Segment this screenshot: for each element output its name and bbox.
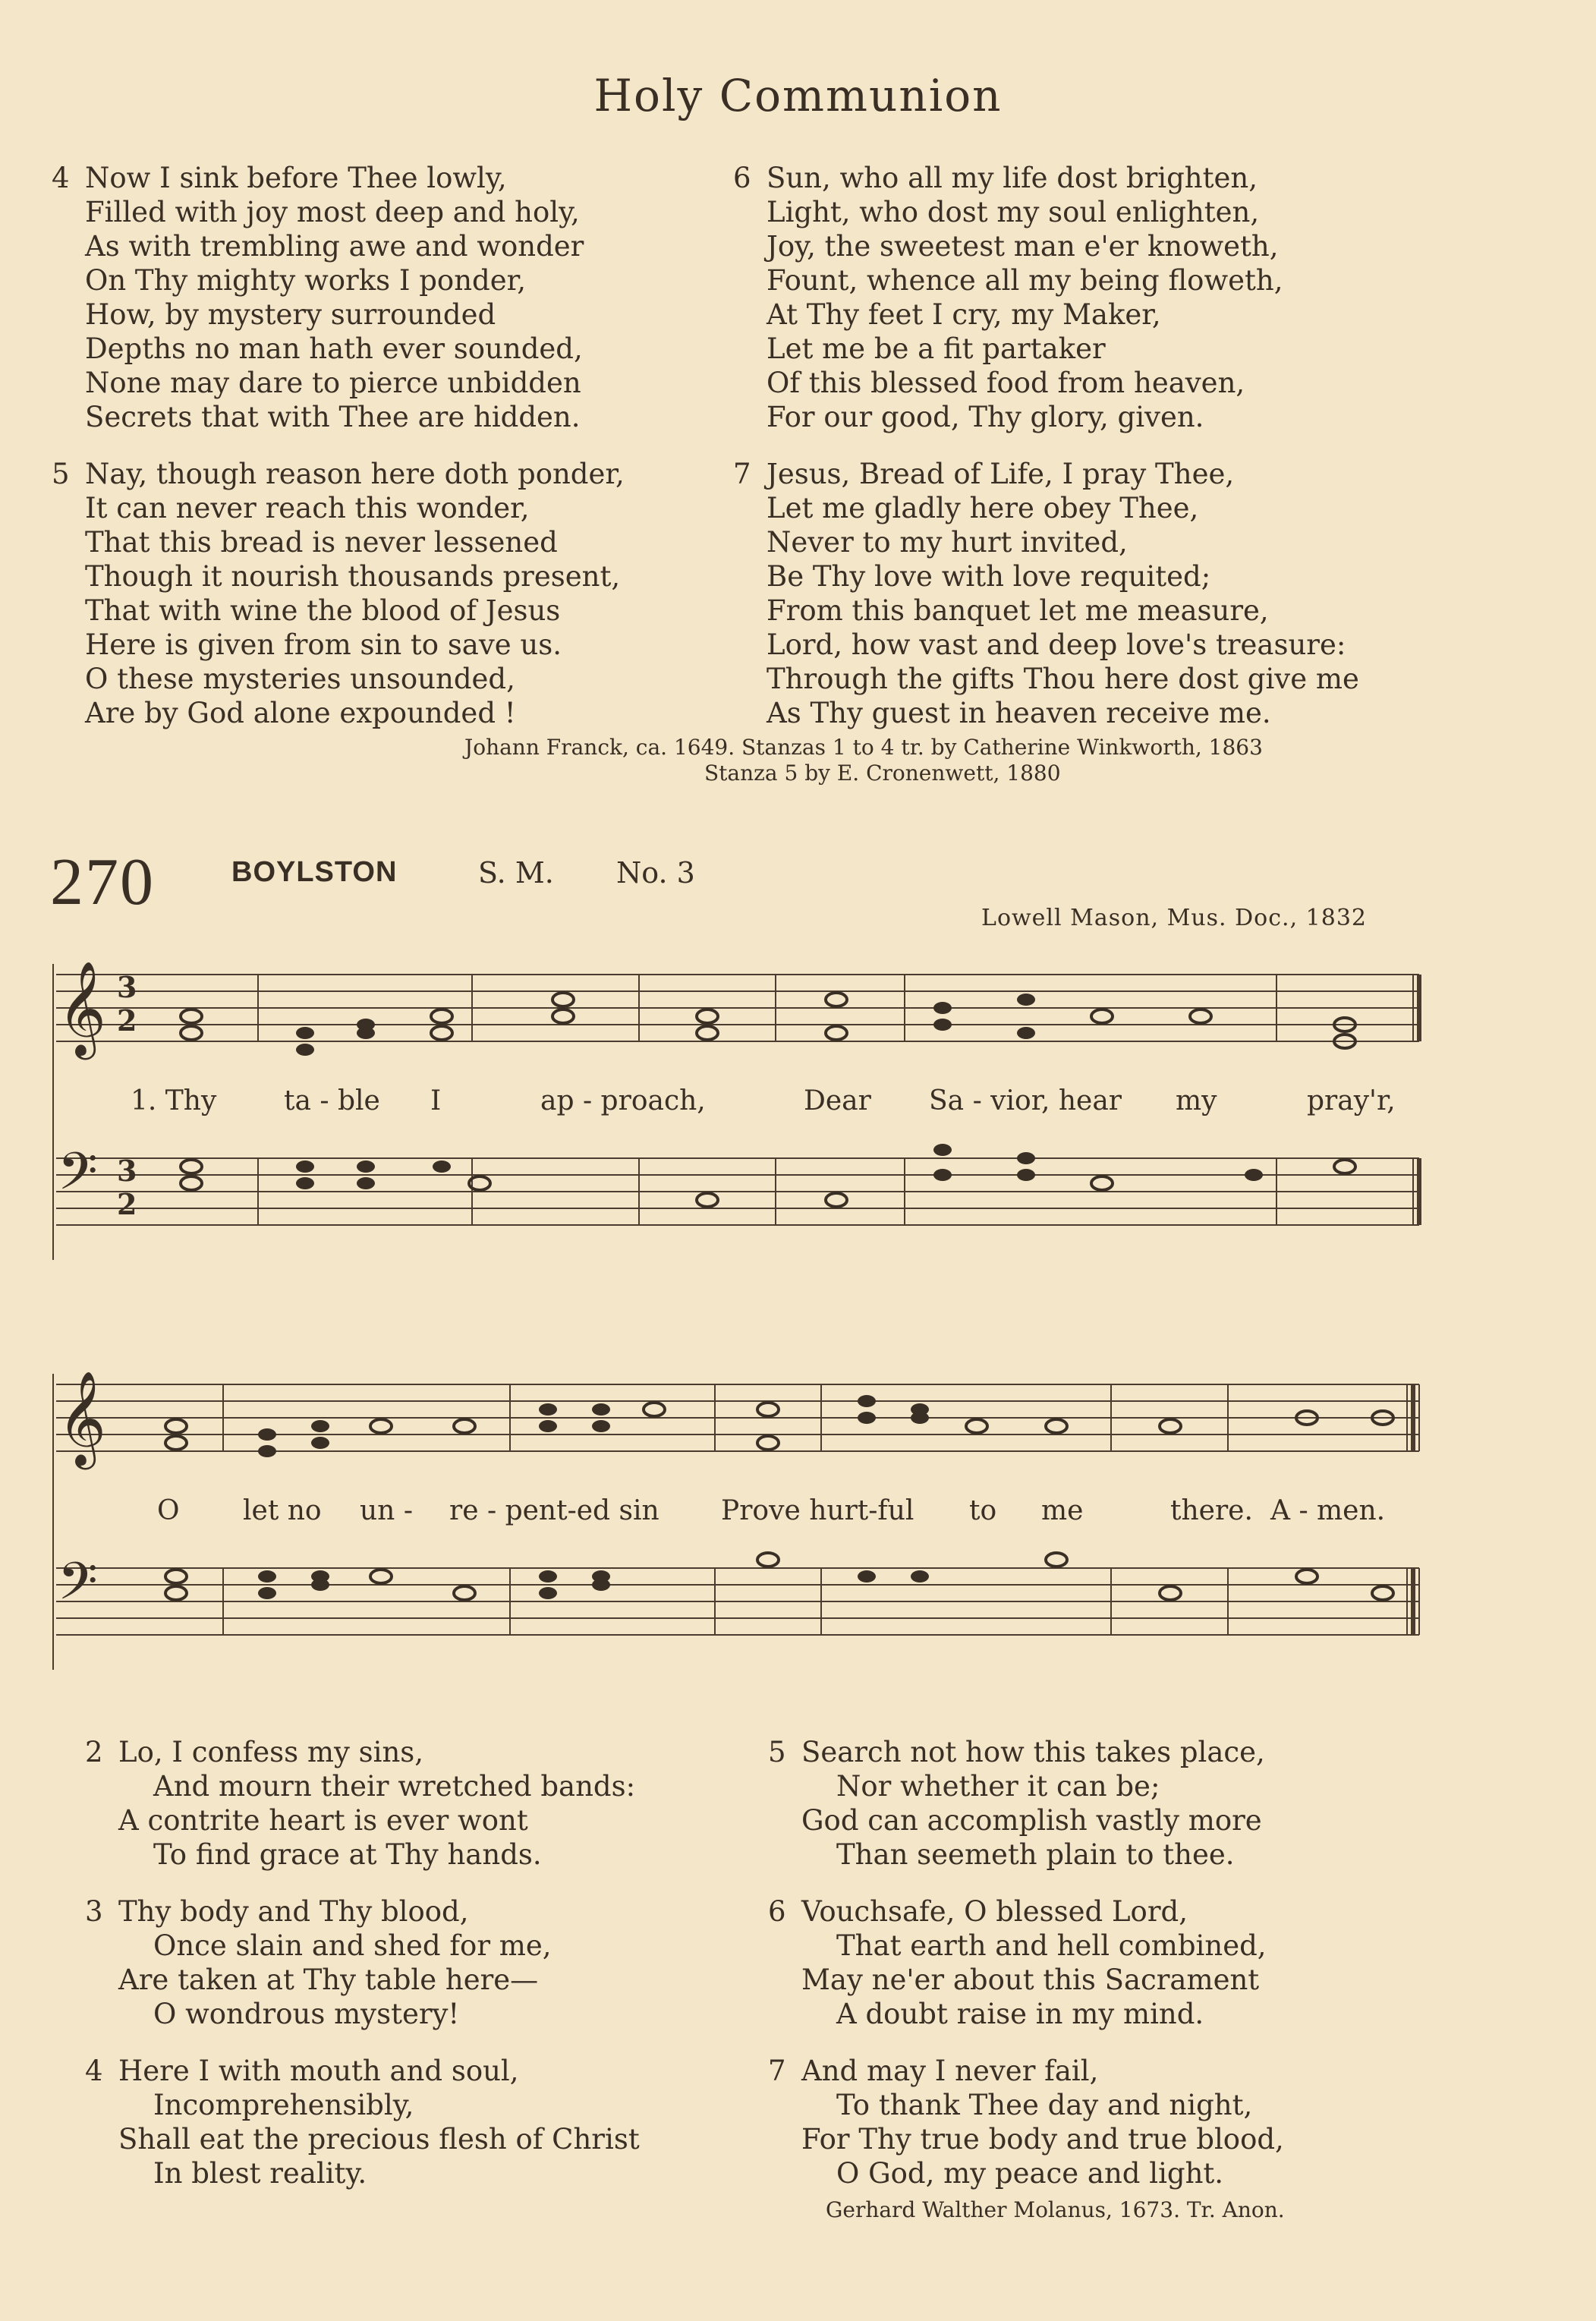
- stanza-4-top: [52, 161, 584, 434]
- half-note: [1046, 1553, 1067, 1567]
- half-note: [826, 1026, 847, 1040]
- lyric-syllable: Dear: [804, 1085, 871, 1116]
- half-note: [181, 1160, 202, 1173]
- stanza-line: As with trembling awe and wonder: [85, 230, 584, 263]
- half-note: [1190, 1009, 1211, 1023]
- stanza-line: For our good, Thy glory, given.: [767, 401, 1204, 433]
- quarter-note: [1017, 994, 1035, 1006]
- time-signature-top: 3: [117, 970, 137, 1004]
- stanza-line: A doubt raise in my mind.: [836, 1998, 1204, 2030]
- quarter-note: [258, 1587, 276, 1599]
- stanza-line: To thank Thee day and night,: [836, 2089, 1253, 2121]
- music-system-2: [47, 1359, 1428, 1685]
- stanza-3-bottom: [85, 1894, 552, 2031]
- stanza-5-bottom: [768, 1735, 1265, 1872]
- top-credit-line-2: Stanza 5 by E. Cronenwett, 1880: [704, 761, 1061, 786]
- quarter-note: [911, 1570, 929, 1583]
- stanza-line: Fount, whence all my being floweth,: [767, 264, 1283, 297]
- bass-clef-icon: 𝄢: [58, 1552, 98, 1624]
- stanza-line: O wondrous mystery!: [153, 1998, 460, 2030]
- half-note: [826, 1193, 847, 1207]
- half-note: [552, 993, 574, 1006]
- half-note: [165, 1419, 187, 1433]
- time-signature-bottom-bass: 2: [117, 1187, 137, 1221]
- half-note: [431, 1026, 452, 1040]
- stanza-number: 7: [768, 2055, 786, 2087]
- quarter-note: [539, 1587, 557, 1599]
- half-note: [431, 1009, 452, 1023]
- half-note: [181, 1009, 202, 1023]
- treble-clef-icon: 𝄞: [58, 961, 106, 1056]
- stanza-line: Incomprehensibly,: [153, 2089, 414, 2121]
- stanza-line: Let me be a fit partaker: [767, 332, 1106, 365]
- stanza-line: Here I with mouth and soul,: [118, 2055, 519, 2087]
- stanza-7-bottom: [768, 2054, 1284, 2190]
- stanza-line: Filled with joy most deep and holy,: [85, 196, 580, 228]
- stanza-number: 2: [85, 1736, 103, 1768]
- stanza-line: On Thy mighty works I ponder,: [85, 264, 526, 297]
- half-note: [1296, 1570, 1317, 1583]
- lyric-syllable: re - pent-ed sin: [449, 1495, 659, 1526]
- quarter-note: [933, 1144, 952, 1156]
- half-note: [757, 1553, 779, 1567]
- stanza-line: Once slain and shed for me,: [153, 1929, 552, 1962]
- stanza-2-bottom: [85, 1735, 636, 1872]
- stanza-line: May ne'er about this Sacrament: [801, 1964, 1260, 1996]
- stanza-line: Let me gladly here obey Thee,: [767, 492, 1199, 524]
- stanza-line: That earth and hell combined,: [836, 1929, 1267, 1962]
- lyric-syllable: to: [969, 1495, 997, 1526]
- quarter-note: [311, 1579, 329, 1591]
- stanza-line: O God, my peace and light.: [836, 2157, 1224, 2190]
- quarter-note: [311, 1437, 329, 1449]
- page-header: Holy Communion: [593, 70, 1003, 121]
- stanza-number: 5: [768, 1736, 786, 1768]
- stanza-line: For Thy true body and true blood,: [801, 2123, 1284, 2156]
- stanza-5-top: [52, 457, 625, 730]
- stanza-line: Through the gifts Thou here dost give me: [767, 663, 1359, 695]
- quarter-note: [933, 1019, 952, 1031]
- quarter-note: [592, 1403, 610, 1416]
- lyric-syllable: me: [1041, 1495, 1084, 1526]
- stanza-line: Lo, I confess my sins,: [118, 1736, 424, 1768]
- half-note: [1334, 1160, 1355, 1173]
- half-note: [757, 1403, 779, 1416]
- stanza-line: Thy body and Thy blood,: [118, 1895, 469, 1928]
- stanza-line: To find grace at Thy hands.: [153, 1838, 542, 1871]
- half-note: [697, 1193, 718, 1207]
- stanza-line: Though it nourish thousands present,: [85, 560, 621, 593]
- stanza-line: From this banquet let me measure,: [767, 594, 1269, 627]
- quarter-note: [296, 1160, 314, 1173]
- stanza-7-top: [733, 457, 1359, 730]
- half-note: [644, 1403, 665, 1416]
- half-note: [1372, 1586, 1393, 1600]
- bass-clef-icon: 𝄢: [58, 1142, 98, 1214]
- stanza-line: Nay, though reason here doth ponder,: [85, 458, 625, 490]
- half-note: [165, 1586, 187, 1600]
- stanza-line: How, by mystery surrounded: [85, 298, 496, 331]
- hymn-number: 270: [50, 846, 155, 919]
- lyric-syllable: 1. Thy: [131, 1085, 217, 1116]
- quarter-note: [1017, 1169, 1035, 1181]
- stanza-line: That this bread is never lessened: [85, 526, 558, 559]
- stanza-line: Secrets that with Thee are hidden.: [85, 401, 581, 433]
- half-note: [1046, 1419, 1067, 1433]
- stanza-line: Here is given from sin to save us.: [85, 628, 562, 661]
- lyric-syllable: pray'r,: [1307, 1085, 1396, 1116]
- quarter-note: [296, 1044, 314, 1056]
- lyric-syllable: ap - proach,: [540, 1085, 706, 1116]
- stanza-line: Of this blessed food from heaven,: [767, 367, 1245, 399]
- quarter-note: [933, 1002, 952, 1014]
- stanza-number: 3: [85, 1895, 103, 1928]
- half-note: [757, 1436, 779, 1450]
- quarter-note: [357, 1027, 375, 1039]
- half-note: [1160, 1419, 1181, 1433]
- stanza-line: God can accomplish vastly more: [801, 1804, 1262, 1837]
- bottom-credit: Gerhard Walther Molanus, 1673. Tr. Anon.: [826, 2197, 1285, 2222]
- time-signature-top-bass: 3: [117, 1154, 137, 1188]
- quarter-note: [258, 1428, 276, 1441]
- stanza-line: Never to my hurt invited,: [767, 526, 1128, 559]
- half-note: [697, 1026, 718, 1040]
- stanza-line: Search not how this takes place,: [801, 1736, 1265, 1768]
- lyric-syllable: Prove hurt-ful: [721, 1495, 914, 1526]
- stanza-6-bottom: [768, 1894, 1267, 2031]
- quarter-note: [357, 1160, 375, 1173]
- stanza-line: None may dare to pierce unbidden: [85, 367, 581, 399]
- stanza-line: That with wine the blood of Jesus: [85, 594, 561, 627]
- stanza-number: 6: [768, 1895, 786, 1928]
- lyric-syllable: my: [1176, 1085, 1217, 1116]
- half-note: [826, 993, 847, 1006]
- quarter-note: [539, 1570, 557, 1583]
- quarter-note: [858, 1570, 876, 1583]
- stanza-number: 4: [85, 2055, 103, 2087]
- stanza-line: As Thy guest in heaven receive me.: [767, 697, 1271, 729]
- stanza-line: O these mysteries unsounded,: [85, 663, 515, 695]
- stanza-line: In blest reality.: [153, 2157, 367, 2190]
- half-note: [966, 1419, 987, 1433]
- stanza-line: Than seemeth plain to thee.: [836, 1838, 1235, 1871]
- half-note: [1091, 1009, 1113, 1023]
- quarter-note: [1245, 1169, 1263, 1181]
- music-system-1: [47, 949, 1428, 1275]
- stanza-line: Now I sink before Thee lowly,: [85, 162, 507, 194]
- stanza-line: It can never reach this wonder,: [85, 492, 530, 524]
- half-note: [370, 1570, 392, 1583]
- quarter-note: [539, 1403, 557, 1416]
- stanza-number: 5: [52, 458, 70, 490]
- stanza-line: Light, who dost my soul enlighten,: [767, 196, 1260, 228]
- lyric-syllable: I: [430, 1085, 442, 1116]
- quarter-note: [933, 1169, 952, 1181]
- stanza-line: And mourn their wretched bands:: [153, 1770, 636, 1803]
- quarter-note: [433, 1160, 451, 1173]
- stanza-line: Sun, who all my life dost brighten,: [767, 162, 1258, 194]
- quarter-note: [911, 1412, 929, 1424]
- time-signature-bottom: 2: [117, 1003, 137, 1038]
- tune-number: No. 3: [616, 856, 695, 890]
- stanza-line: A contrite heart is ever wont: [118, 1804, 528, 1837]
- stanza-line: Shall eat the precious flesh of Christ: [118, 2123, 640, 2156]
- quarter-note: [1017, 1152, 1035, 1164]
- quarter-note: [296, 1177, 314, 1189]
- half-note: [181, 1176, 202, 1190]
- stanza-line: Be Thy love with love requited;: [767, 560, 1211, 593]
- quarter-note: [258, 1570, 276, 1583]
- half-note: [552, 1009, 574, 1023]
- stanza-line: Nor whether it can be;: [836, 1770, 1160, 1803]
- top-credit-line-1: Johann Franck, ca. 1649. Stanzas 1 to 4 tr. by Catherine Winkworth, 1863: [464, 735, 1263, 760]
- treble-clef-icon: 𝄞: [58, 1371, 106, 1466]
- half-note: [1091, 1176, 1113, 1190]
- quarter-note: [858, 1395, 876, 1407]
- lyric-syllable: let no: [243, 1495, 322, 1526]
- stanza-line: Vouchsafe, O blessed Lord,: [801, 1895, 1188, 1928]
- quarter-note: [296, 1027, 314, 1039]
- quarter-note: [311, 1420, 329, 1432]
- quarter-note: [592, 1579, 610, 1591]
- tune-meter: S. M.: [478, 856, 554, 890]
- half-note: [1160, 1586, 1181, 1600]
- lyric-syllable: A - men.: [1270, 1495, 1386, 1526]
- stanza-line: Are by God alone expounded !: [85, 697, 516, 729]
- lyric-syllable: there.: [1170, 1495, 1253, 1526]
- quarter-note: [1017, 1027, 1035, 1039]
- stanza-6-top: [733, 161, 1283, 434]
- quarter-note: [858, 1412, 876, 1424]
- composer-credit: Lowell Mason, Mus. Doc., 1832: [981, 905, 1367, 931]
- quarter-note: [258, 1445, 276, 1457]
- stanza-line: At Thy feet I cry, my Maker,: [767, 298, 1161, 331]
- half-note: [165, 1570, 187, 1583]
- stanza-line: Depths no man hath ever sounded,: [85, 332, 583, 365]
- quarter-note: [592, 1420, 610, 1432]
- stanza-line: Jesus, Bread of Life, I pray Thee,: [767, 458, 1235, 490]
- stanza-line: Are taken at Thy table here—: [118, 1964, 539, 1996]
- stanza-line: Joy, the sweetest man e'er knoweth,: [767, 230, 1279, 263]
- half-note: [697, 1009, 718, 1023]
- lyric-syllable: un -: [360, 1495, 413, 1526]
- stanza-line: And may I never fail,: [801, 2055, 1099, 2087]
- stanza-number: 6: [733, 162, 751, 194]
- stanza-4-bottom: [85, 2054, 640, 2190]
- lyric-syllable: Sa - vior, hear: [929, 1085, 1122, 1116]
- stanza-number: 4: [52, 162, 70, 194]
- half-note: [165, 1436, 187, 1450]
- stanza-line: Lord, how vast and deep love's treasure:: [767, 628, 1346, 661]
- half-note: [454, 1586, 475, 1600]
- half-note: [181, 1026, 202, 1040]
- lyric-syllable: ta - ble: [284, 1085, 380, 1116]
- half-note: [370, 1419, 392, 1433]
- half-note: [454, 1419, 475, 1433]
- quarter-note: [357, 1177, 375, 1189]
- lyric-syllable: O: [157, 1495, 180, 1526]
- quarter-note: [539, 1420, 557, 1432]
- tune-name: BOYLSTON: [231, 856, 398, 888]
- stanza-number: 7: [733, 458, 751, 490]
